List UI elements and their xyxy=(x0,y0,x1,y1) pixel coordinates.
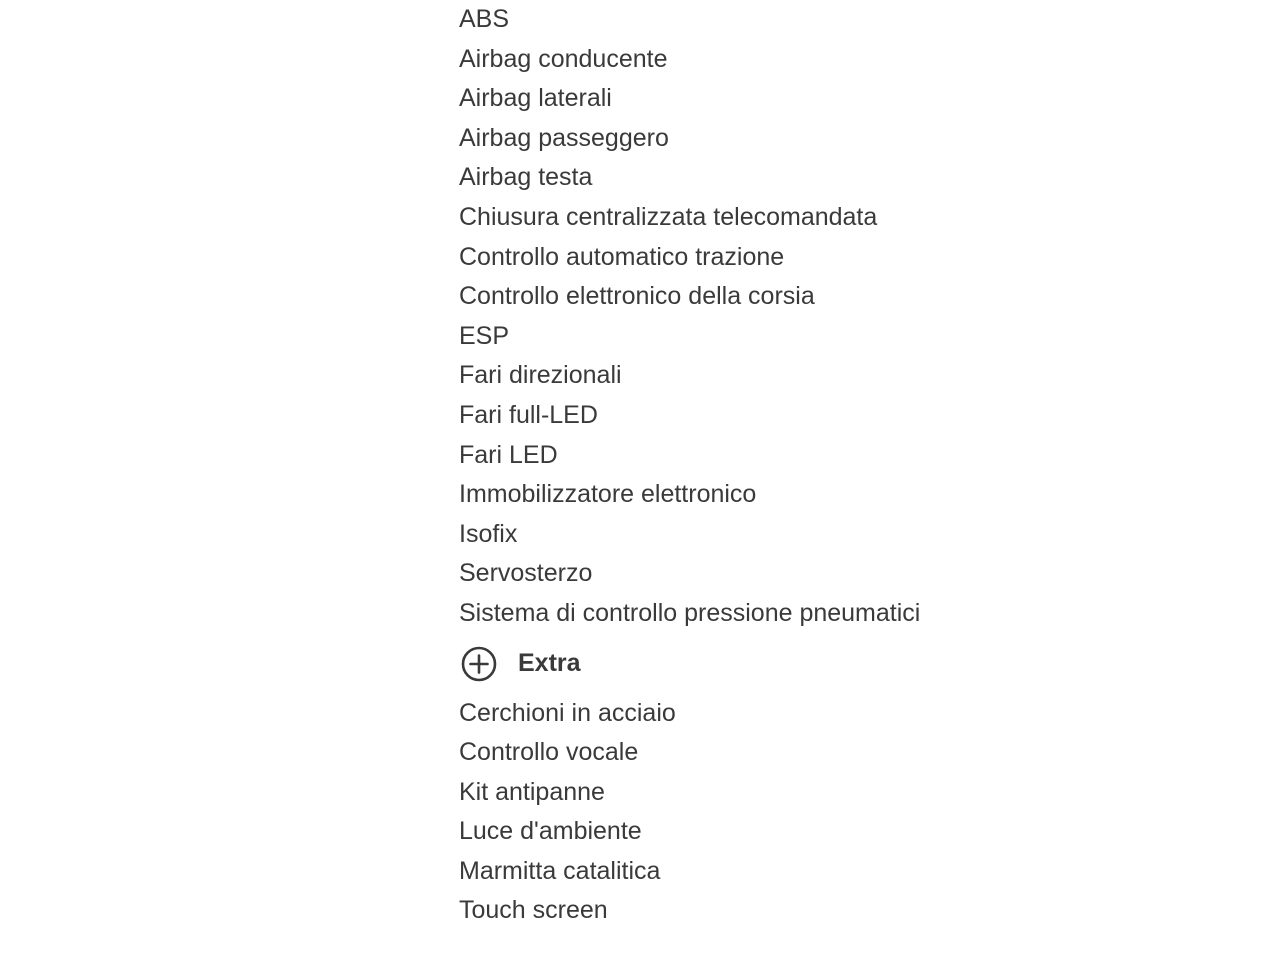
list-item: Airbag passeggero xyxy=(459,123,669,152)
list-item: Fari direzionali xyxy=(459,361,622,390)
list-item: Fari full-LED xyxy=(459,400,598,429)
list-item: Controllo automatico trazione xyxy=(459,242,785,271)
list-item: Controllo elettronico della corsia xyxy=(459,282,815,311)
list-item: Sistema di controllo pressione pneumatici xyxy=(459,598,921,627)
list-item: Immobilizzatore elettronico xyxy=(459,480,757,509)
list-item: Airbag conducente xyxy=(459,44,668,73)
list-item: Touch screen xyxy=(459,896,608,925)
list-item: Chiusura centralizzata telecomandata xyxy=(459,202,878,231)
extra-section-header[interactable] xyxy=(459,634,1259,694)
extra-section-title: Extra xyxy=(518,649,581,677)
list-item: Luce d'ambiente xyxy=(459,817,642,846)
list-item: ESP xyxy=(459,321,510,350)
list-item: Airbag laterali xyxy=(459,84,612,113)
list-item: Controllo vocale xyxy=(459,738,639,767)
list-item: Isofix xyxy=(459,519,518,548)
list-item: Kit antipanne xyxy=(459,777,605,806)
plus-circle-icon[interactable] xyxy=(460,645,498,683)
list-item: Servosterzo xyxy=(459,559,593,588)
equipment-section xyxy=(459,0,1259,931)
list-item: Airbag testa xyxy=(459,163,593,192)
list-item: Cerchioni in acciaio xyxy=(459,698,676,727)
list-item: ABS xyxy=(459,5,510,33)
extra-feature-list xyxy=(459,694,1259,932)
safety-feature-list xyxy=(459,0,1259,634)
list-item: Fari LED xyxy=(459,440,558,469)
list-item: Marmitta catalitica xyxy=(459,856,661,885)
